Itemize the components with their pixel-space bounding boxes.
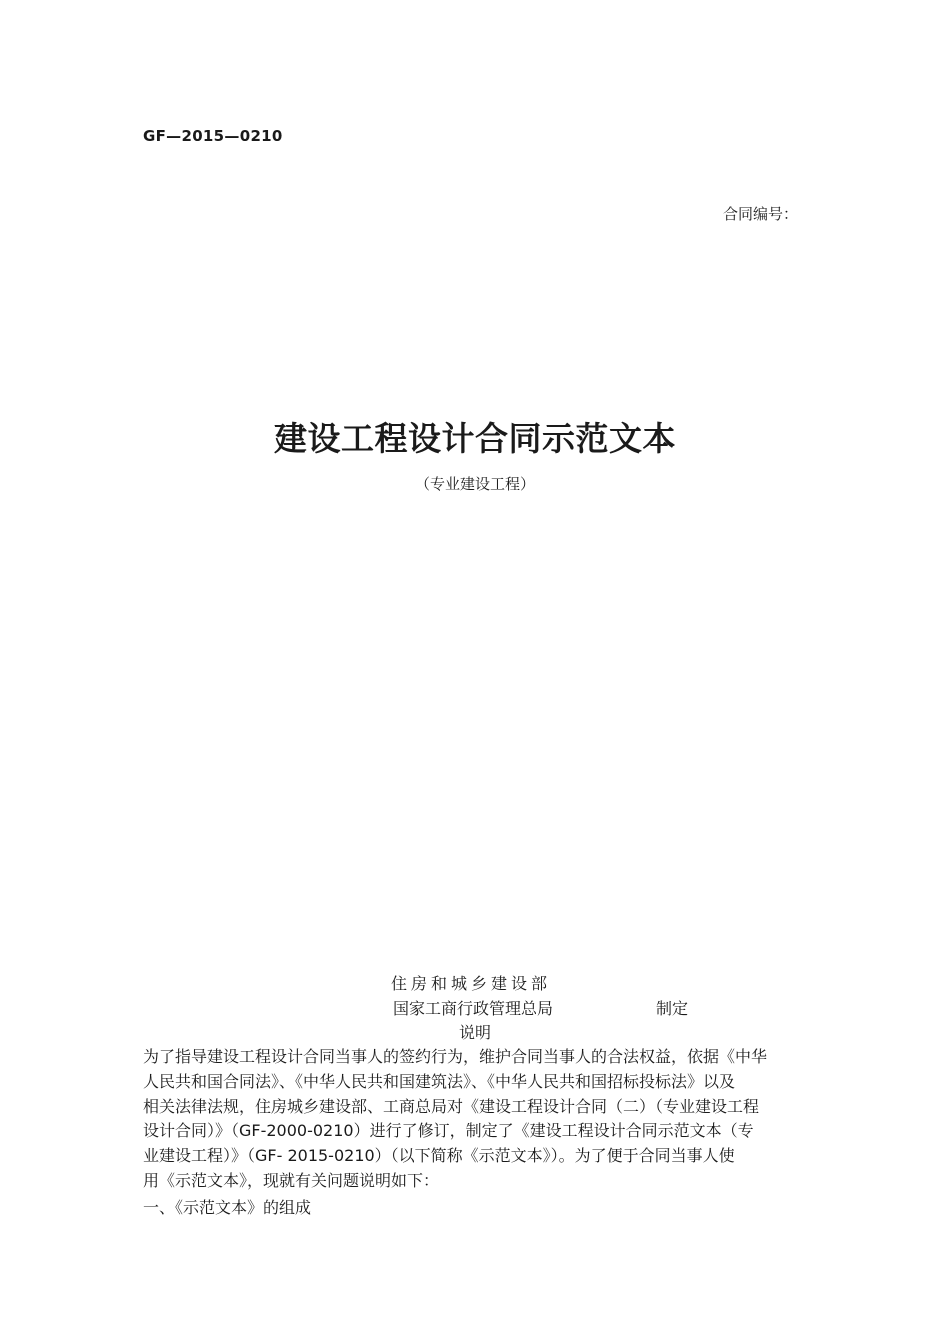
paragraph-line: 人民共和国合同法》、《中华人民共和国建筑法》、《中华人民共和国招标投标法》以及 bbox=[143, 1071, 736, 1091]
explanation-paragraph bbox=[143, 1045, 803, 1194]
paragraph-line: 为了指导建设工程设计合同当事人的签约行为，维护合同当事人的合法权益，依据《中华 bbox=[143, 1047, 768, 1066]
issuer-formulated-mark: 制定 bbox=[656, 999, 689, 1018]
paragraph-line: 相关法律法规，住房城乡建设部、工商总局对《建设工程设计合同（二）（专业建设工程 bbox=[143, 1096, 760, 1116]
contract-number-label: 合同编号： bbox=[722, 205, 798, 223]
document-subtitle: （专业建设工程） bbox=[414, 475, 535, 493]
document-code: GF—2015—0210 bbox=[143, 127, 283, 145]
paragraph-line: 设计合同）》（GF-2000-0210）进行了修订，制定了《建设工程设计合同示范文本（专 bbox=[143, 1121, 754, 1141]
document-title: 建设工程设计合同示范文本 bbox=[274, 419, 676, 458]
issuer-saic: 国家工商行政管理总局 bbox=[393, 999, 554, 1018]
paragraph-line: 业建设工程）》（GF- 2015-0210）（以下简称《示范文本》）。为了便于合同当事人使 bbox=[143, 1146, 735, 1166]
section-heading: 一、《示范文本》的组成 bbox=[143, 1198, 312, 1217]
explanation-title: 说明 bbox=[458, 1023, 491, 1042]
issuer-ministry-housing: 住房和城乡建设部 bbox=[391, 974, 552, 993]
paragraph-line: 用《示范文本》，现就有关问题说明如下： bbox=[143, 1170, 440, 1190]
